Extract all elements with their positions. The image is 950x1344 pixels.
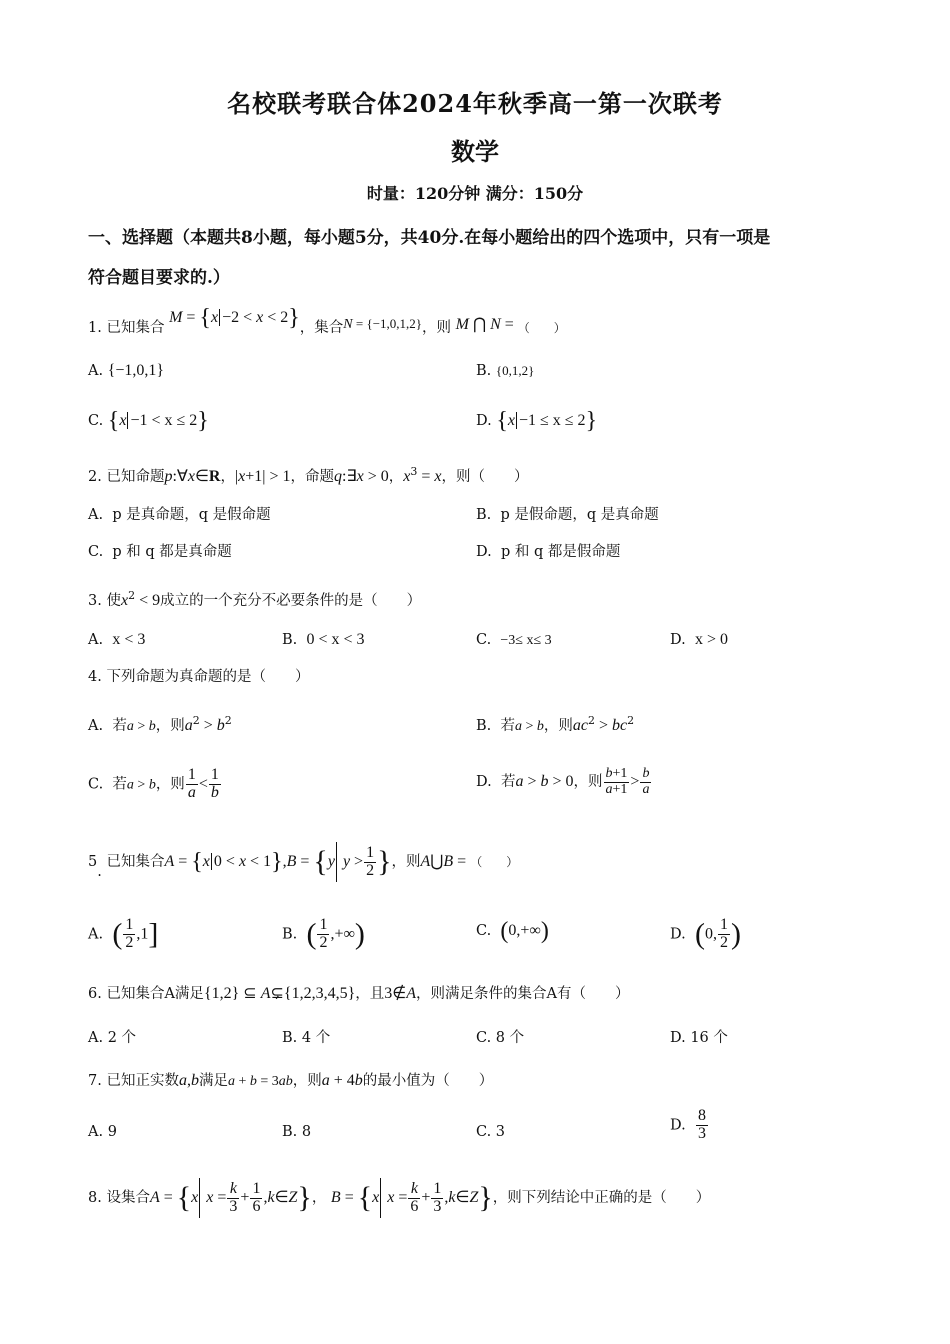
q4-option-a[interactable]: A. 若a > b，则$a^2 > b^2$ [88, 714, 232, 734]
q5-option-d[interactable]: D. (0, $\frac{1}{2}$ ) [670, 916, 741, 951]
q4-option-c[interactable]: C. 若a > b，则 $\frac{1}{a}$ < $\frac{1}{b}$ [88, 766, 219, 801]
question-3: 3. 使$x^2 < 9$成立的一个充分不必要条件的是（ ） [88, 589, 422, 609]
q3-option-b[interactable]: B. 0 < x < 3 [282, 631, 365, 648]
q7-option-c[interactable]: C. 3 [476, 1124, 506, 1140]
exam-subject: 数学 [451, 137, 499, 166]
q3-option-d[interactable]: D. x > 0 [670, 631, 728, 648]
q2-option-a[interactable]: A. p 是真命题，q 是假命题 [88, 507, 271, 523]
q6-option-a[interactable]: A. 2 个 [88, 1030, 137, 1046]
question-8: 8. 设集合A = {x x = $\frac{k}{3}$ + $\frac{1}{6}$ ,k∈Z}， B = {x x = $\frac{k}{6}$ + $\frac{1}{3}$ ,k∈Z}，则下列结论中正确的是（ ） [88, 1178, 710, 1218]
question-1: 1. 已知集合 M = {x −2 < x < 2}，集合N = {−1,0,1,2}，则 M ⋂ N = （ ） [88, 305, 566, 336]
q6-option-c[interactable]: C. 8 个 [476, 1030, 525, 1046]
q4-option-b[interactable]: B. 若a > b，则$ac^2 > bc^2$ [476, 714, 635, 734]
q7-option-a[interactable]: A. 9 [88, 1124, 117, 1140]
q6-option-b[interactable]: B. 4 个 [282, 1030, 331, 1046]
q1-option-c[interactable]: C. {x −1 < x ≤ 2} [88, 408, 209, 434]
q3-option-a[interactable]: A. x < 3 [88, 631, 146, 648]
question-4: 4. 下列命题为真命题的是（ ） [88, 669, 310, 685]
q2-option-b[interactable]: B. p 是假命题，q 是真命题 [476, 507, 659, 523]
q2-option-d[interactable]: D. p 和 q 都是假命题 [476, 544, 621, 560]
exam-time-info: 时量：120分钟 满分：150分 [366, 184, 584, 203]
q3-option-c[interactable]: C. −3≤ x≤ 3 [476, 632, 552, 648]
q1-option-a[interactable]: A. {−1,0,1} [88, 362, 165, 379]
q5-option-c[interactable]: C. (0,+∞) [476, 918, 549, 944]
exam-title: 名校联考联合体2024年秋季高一第一次联考 [227, 89, 723, 118]
question-5: 5. 已知集合A = {x 0 < x < 1},B = {y y > $\frac{1}{2}$ }，则A⋃B = （ ） [88, 843, 519, 880]
question-7: 7. 已知正实数a,b满足a + b = 3ab，则a + 4b的最小值为（ ） [88, 1072, 494, 1089]
q1-option-d[interactable]: D. {x −1 ≤ x ≤ 2} [476, 408, 598, 434]
section-heading [88, 218, 878, 298]
q6-option-d[interactable]: D. 16 个 [670, 1030, 728, 1046]
q7-option-d[interactable]: D. $\frac{8}{3}$ [670, 1107, 706, 1142]
q7-option-b[interactable]: B. 8 [282, 1124, 312, 1140]
q1-option-b[interactable]: B. {0,1,2} [476, 363, 535, 379]
section-heading-line2: 符合题目要求的.） [88, 268, 230, 288]
question-2: 2. 已知命题p:∀x∈R，|x+1| > 1，命题q:∃x > 0，$x^3 = x$，则（ ） [88, 465, 529, 485]
q2-option-c[interactable]: C. p 和 q 都是真命题 [88, 544, 232, 560]
q5-option-b[interactable]: B. ( $\frac{1}{2}$ ,+∞) [282, 916, 365, 951]
q4-option-d[interactable]: D. 若a > b > 0，则 $\frac{b+1}{a+1}$ > $\frac{b}{a}$ [476, 766, 650, 797]
question-6: 6. 已知集合A满足{1,2} ⊆ A⊊{1,2,3,4,5}，且3∉A，则满足条件的集合A有（ ） [88, 985, 630, 1002]
section-heading-line1: 一、选择题（本题共8小题，每小题5分，共40分.在每小题给出的四个选项中，只有一项是 [88, 228, 771, 248]
q5-option-a[interactable]: A. ( $\frac{1}{2}$ ,1] [88, 916, 159, 951]
